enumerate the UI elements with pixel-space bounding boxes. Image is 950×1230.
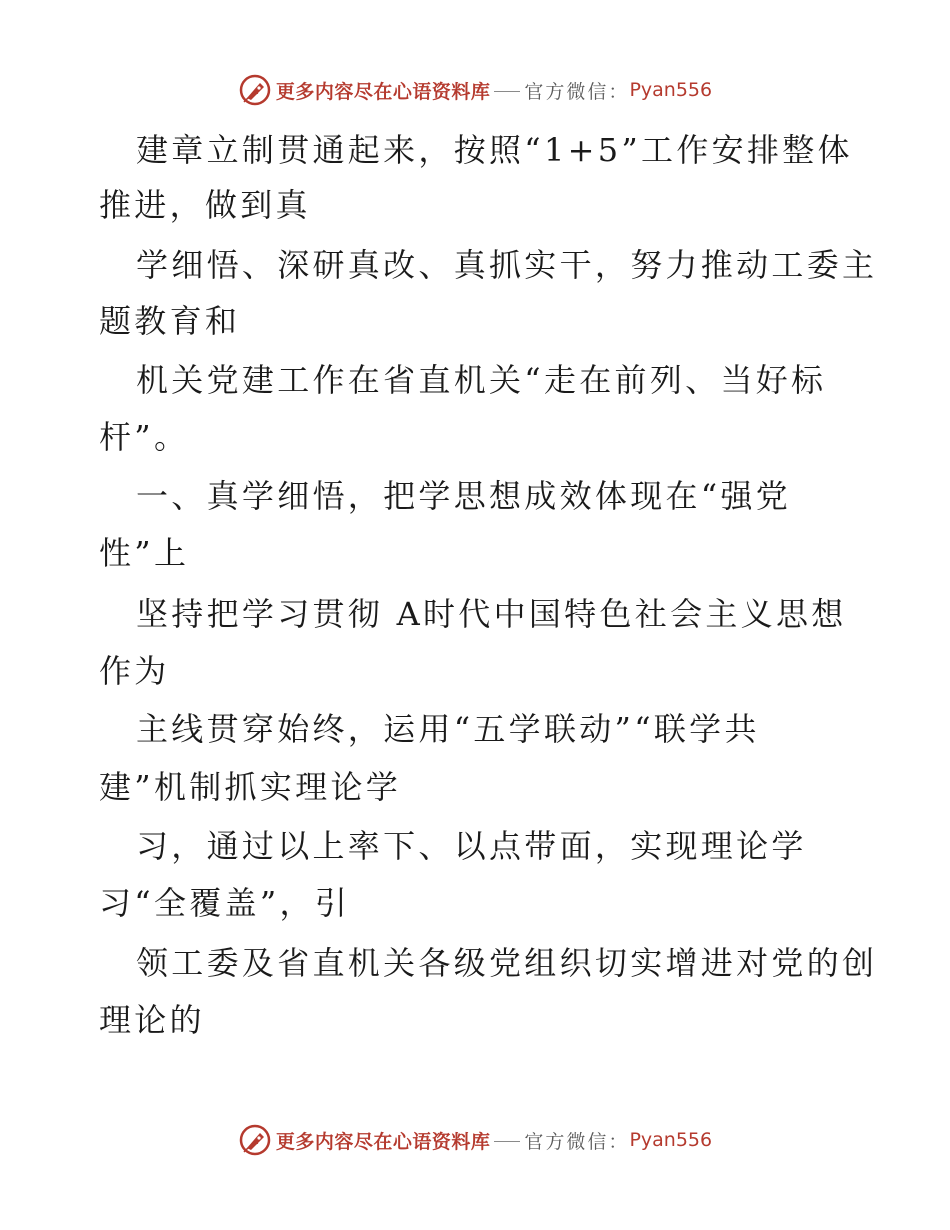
banner-wechat-label: 官方微信： <box>524 80 630 103</box>
text-line: 习，通过以上率下、以点带面，实现理论学 <box>136 827 807 865</box>
pen-nib-logo-icon <box>238 1123 272 1157</box>
text-line: 建”机制抓实理论学 <box>99 768 402 806</box>
text-line: 推进，做到真 <box>99 186 311 224</box>
text-line: 主线贯穿始终，运用“五学联动”“联学共 <box>136 710 760 748</box>
text-line: 坚持把学习贯彻 A时代中国特色社会主义思想 <box>136 595 847 633</box>
text-line: 机关党建工作在省直机关“走在前列、当好标 <box>136 361 827 399</box>
footer-banner <box>0 1120 950 1160</box>
banner-wechat-label: 官方微信： <box>524 1130 630 1153</box>
banner-brand-text: 更多内容尽在心语资料库 <box>275 1130 491 1153</box>
text-line: 学细悟、深研真改、真抓实干，努力推动工委主 <box>136 246 878 284</box>
section-heading: 一、真学细悟，把学思想成效体现在“强党 <box>136 477 792 515</box>
banner-wechat-id: Pyan556 <box>629 79 713 101</box>
pen-nib-logo-icon <box>238 73 272 107</box>
header-banner <box>0 70 950 110</box>
text-line: 习“全覆盖”，引 <box>99 884 351 922</box>
banner-wechat-id: Pyan556 <box>629 1129 713 1151</box>
text-line: 领工委及省直机关各级党组织切实增进对党的创 <box>136 944 878 982</box>
text-line: 作为 <box>99 652 170 690</box>
section-heading: 性”上 <box>99 534 190 572</box>
banner-brand-text: 更多内容尽在心语资料库 <box>275 80 491 103</box>
text-line: 题教育和 <box>99 302 241 340</box>
text-line: 理论的 <box>99 1001 205 1039</box>
banner-divider <box>494 91 520 92</box>
text-line: 建章立制贯通起来，按照“1+5”工作安排整体 <box>136 131 853 169</box>
text-line: 杆”。 <box>99 418 190 456</box>
banner-divider <box>494 1141 520 1142</box>
